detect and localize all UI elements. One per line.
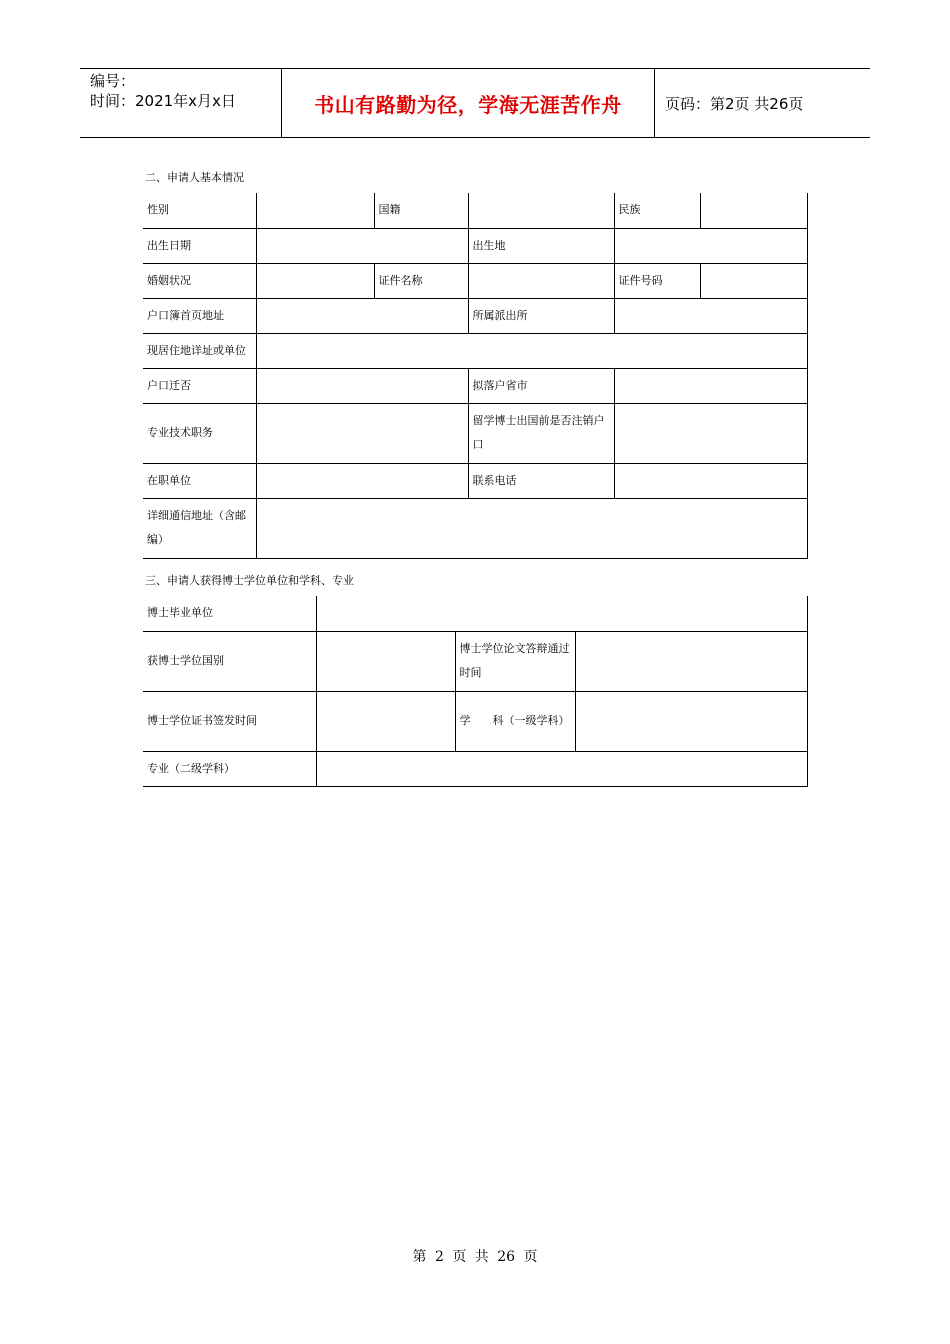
gender-field[interactable] bbox=[256, 193, 374, 228]
certificate-time-field[interactable] bbox=[316, 691, 455, 751]
birth-date-label: 出生日期 bbox=[143, 228, 256, 263]
birth-place-field[interactable] bbox=[614, 228, 807, 263]
certificate-time-label: 博士学位证书签发时间 bbox=[143, 691, 316, 751]
ethnicity-field[interactable] bbox=[700, 193, 807, 228]
footer-page-num: 2 bbox=[434, 1249, 444, 1265]
time-label: 时间：2021年x月x日 bbox=[90, 92, 236, 110]
nationality-label: 国籍 bbox=[374, 193, 468, 228]
number-label: 编号： bbox=[90, 72, 136, 90]
professional-title-field[interactable] bbox=[256, 403, 468, 463]
employer-label: 在职单位 bbox=[143, 463, 256, 498]
graduate-unit-field[interactable] bbox=[316, 596, 807, 631]
header-motto: 书山有路勤为径，学海无涯苦作舟 bbox=[282, 69, 655, 137]
id-number-label: 证件号码 bbox=[614, 263, 700, 298]
police-station-label: 所属派出所 bbox=[468, 298, 614, 333]
gender-label: 性别 bbox=[143, 193, 256, 228]
birth-place-label: 出生地 bbox=[468, 228, 614, 263]
marital-status-label: 婚姻状况 bbox=[143, 263, 256, 298]
mailing-address-field[interactable] bbox=[256, 498, 807, 558]
discipline-field[interactable] bbox=[575, 691, 807, 751]
section2-title: 二、申请人基本情况 bbox=[145, 171, 244, 184]
basic-info-table bbox=[143, 193, 808, 559]
degree-info-table bbox=[143, 596, 808, 787]
settle-city-field[interactable] bbox=[614, 368, 807, 403]
major-label: 专业（二级学科） bbox=[143, 751, 316, 786]
footer-page-prefix: 第 bbox=[412, 1249, 427, 1265]
marital-status-field[interactable] bbox=[256, 263, 374, 298]
household-address-label: 户口簿首页地址 bbox=[143, 298, 256, 333]
discipline-label: 学 科（一级学科） bbox=[455, 691, 575, 751]
hukou-cancelled-field[interactable] bbox=[614, 403, 807, 463]
page-footer bbox=[0, 1246, 950, 1266]
household-address-field[interactable] bbox=[256, 298, 468, 333]
current-address-label: 现居住地详址或单位 bbox=[143, 333, 256, 368]
footer-page-unit: 页 bbox=[452, 1249, 467, 1265]
employer-field[interactable] bbox=[256, 463, 468, 498]
birth-date-field[interactable] bbox=[256, 228, 468, 263]
major-field[interactable] bbox=[316, 751, 807, 786]
footer-total-unit: 页 bbox=[523, 1249, 538, 1265]
mailing-address-label: 详细通信地址（含邮编） bbox=[143, 498, 256, 558]
id-type-label: 证件名称 bbox=[374, 263, 468, 298]
phone-label: 联系电话 bbox=[468, 463, 614, 498]
hukou-cancelled-label: 留学博士出国前是否注销户口 bbox=[468, 403, 614, 463]
page-header bbox=[80, 68, 870, 138]
header-page-info: 页码：第2页 共26页 bbox=[665, 94, 804, 113]
phone-field[interactable] bbox=[614, 463, 807, 498]
hukou-transfer-label: 户口迁否 bbox=[143, 368, 256, 403]
degree-country-label: 获博士学位国别 bbox=[143, 631, 316, 691]
nationality-field[interactable] bbox=[468, 193, 614, 228]
footer-total-num: 26 bbox=[497, 1249, 516, 1265]
degree-country-field[interactable] bbox=[316, 631, 455, 691]
defense-time-field[interactable] bbox=[575, 631, 807, 691]
id-number-field[interactable] bbox=[700, 263, 807, 298]
id-type-field[interactable] bbox=[468, 263, 614, 298]
section3-title: 三、申请人获得博士学位单位和学科、专业 bbox=[145, 574, 354, 587]
current-address-field[interactable] bbox=[256, 333, 807, 368]
police-station-field[interactable] bbox=[614, 298, 807, 333]
ethnicity-label: 民族 bbox=[614, 193, 700, 228]
settle-city-label: 拟落户省市 bbox=[468, 368, 614, 403]
professional-title-label: 专业技术职务 bbox=[143, 403, 256, 463]
graduate-unit-label: 博士毕业单位 bbox=[143, 596, 316, 631]
header-meta bbox=[80, 69, 282, 137]
defense-time-label: 博士学位论文答辩通过时间 bbox=[455, 631, 575, 691]
footer-total-prefix: 共 bbox=[474, 1249, 489, 1265]
hukou-transfer-field[interactable] bbox=[256, 368, 468, 403]
